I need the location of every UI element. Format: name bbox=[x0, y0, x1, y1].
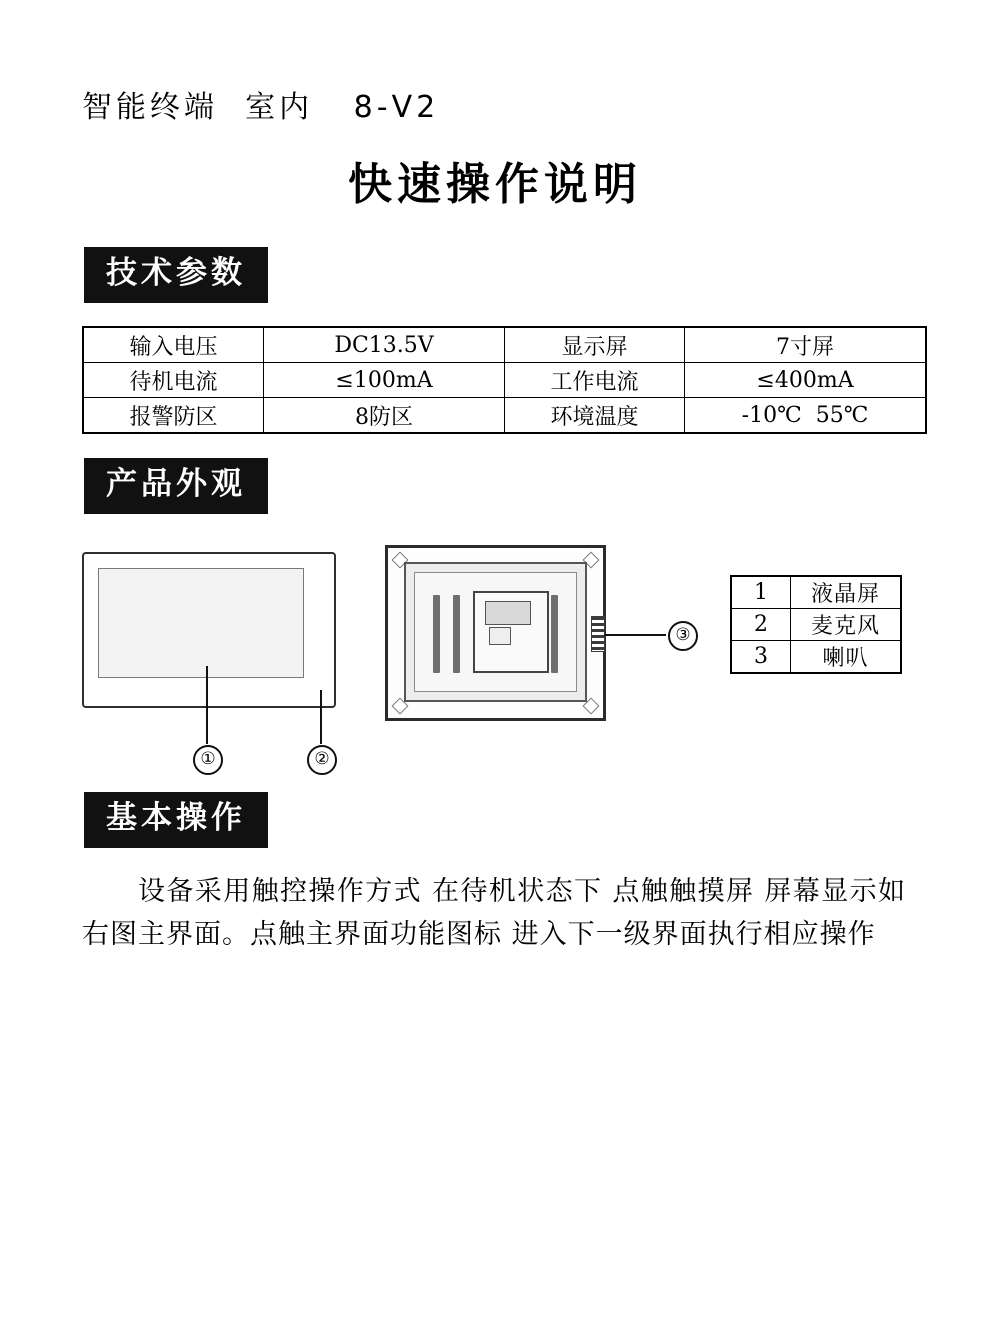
leader-line-3 bbox=[604, 634, 666, 636]
spec-cell: 报警防区 bbox=[83, 398, 264, 434]
connector-port bbox=[489, 627, 511, 645]
document-subtitle: 智能终端 室内 8-V2 bbox=[82, 90, 440, 125]
callout-3: ③ bbox=[668, 621, 698, 651]
section-header-spec: 技术参数 bbox=[84, 247, 268, 303]
spec-cell: 待机电流 bbox=[83, 363, 264, 398]
vent-slot bbox=[433, 595, 440, 673]
table-row bbox=[731, 641, 901, 674]
callout-2: ② bbox=[307, 745, 337, 775]
lcd-screen-area bbox=[98, 568, 304, 678]
spec-table bbox=[82, 326, 927, 434]
table-row bbox=[83, 363, 926, 398]
legend-label: 麦克风 bbox=[791, 609, 902, 641]
spec-cell: 8防区 bbox=[264, 398, 505, 434]
table-row bbox=[83, 398, 926, 434]
appearance-figure bbox=[0, 540, 990, 790]
vent-slot bbox=[453, 595, 460, 673]
vent-slot bbox=[551, 595, 558, 673]
leader-line-1 bbox=[206, 666, 208, 744]
speaker-grill bbox=[591, 616, 605, 652]
page-title: 快速操作说明 bbox=[348, 159, 642, 210]
back-panel-inner bbox=[414, 572, 577, 692]
device-back-view bbox=[385, 545, 606, 721]
device-front-view bbox=[82, 552, 336, 708]
legend-label: 液晶屏 bbox=[791, 576, 902, 609]
spec-cell: -10℃ 55℃ bbox=[685, 398, 927, 434]
spec-cell: ≤400mA bbox=[685, 363, 927, 398]
legend-number: 2 bbox=[731, 609, 791, 641]
spec-cell: 工作电流 bbox=[505, 363, 685, 398]
table-row bbox=[731, 576, 901, 609]
spec-cell: DC13.5V bbox=[264, 327, 505, 363]
legend-table bbox=[730, 575, 902, 674]
back-panel bbox=[404, 562, 587, 702]
connector-block bbox=[485, 601, 531, 625]
spec-cell: 显示屏 bbox=[505, 327, 685, 363]
spec-cell: 环境温度 bbox=[505, 398, 685, 434]
legend-number: 3 bbox=[731, 641, 791, 674]
table-row bbox=[731, 609, 901, 641]
spec-cell: 7寸屏 bbox=[685, 327, 927, 363]
legend-number: 1 bbox=[731, 576, 791, 609]
mount-bracket bbox=[473, 591, 549, 673]
leader-line-2 bbox=[320, 690, 322, 744]
callout-1: ① bbox=[193, 745, 223, 775]
spec-cell: ≤100mA bbox=[264, 363, 505, 398]
section-header-appearance: 产品外观 bbox=[84, 458, 268, 514]
table-row bbox=[83, 327, 926, 363]
section-header-basic: 基本操作 bbox=[84, 792, 268, 848]
legend-label: 喇叭 bbox=[791, 641, 902, 674]
spec-cell: 输入电压 bbox=[83, 327, 264, 363]
basic-operation-paragraph: 设备采用触控操作方式 在待机状态下 点触触摸屏 屏幕显示如右图主界面。点触主界面功能图标 进入下一级界面执行相应操作 bbox=[82, 876, 906, 950]
